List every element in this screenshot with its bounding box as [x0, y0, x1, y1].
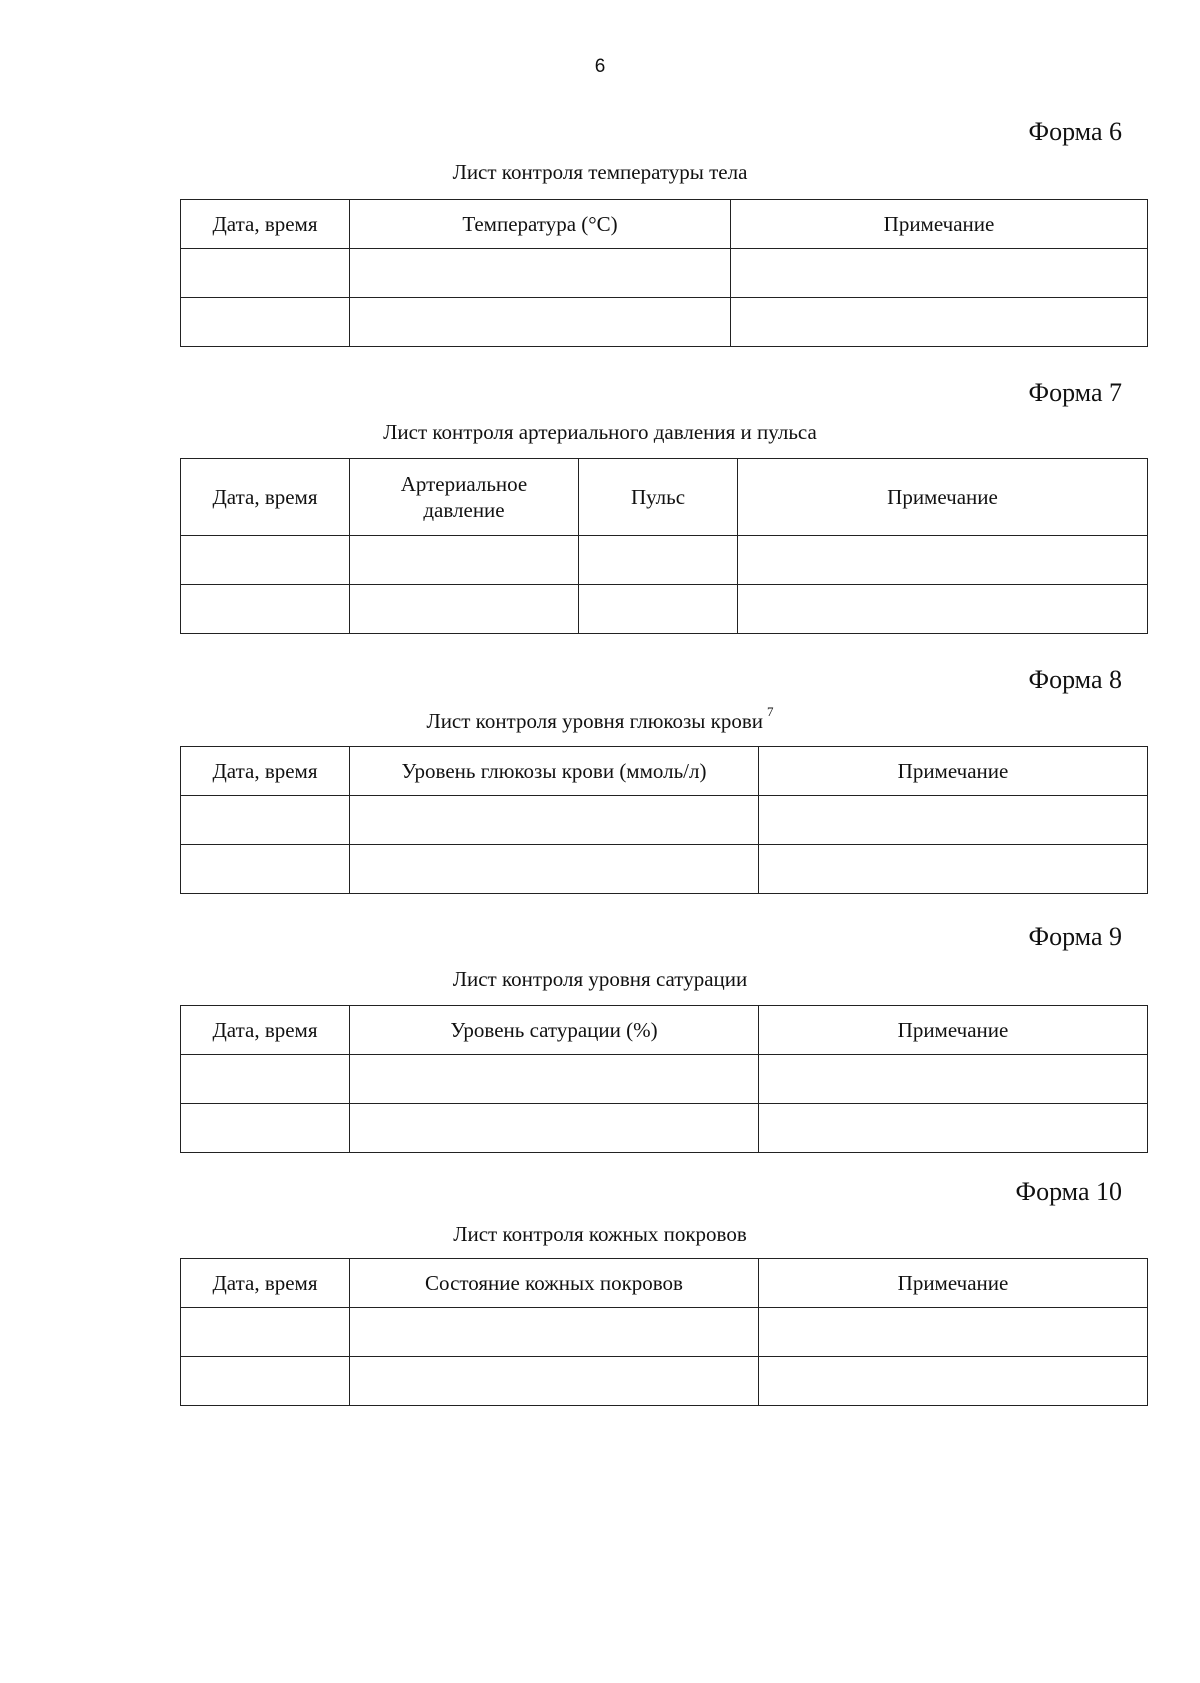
form-8-title-text: Лист контроля уровня глюкозы крови: [426, 709, 764, 733]
table-cell[interactable]: [579, 585, 738, 634]
column-header: Дата, время: [181, 459, 350, 536]
form-6-label: Форма 6: [1028, 117, 1122, 146]
column-header: Примечание: [759, 1006, 1148, 1055]
table-cell[interactable]: [350, 796, 759, 845]
form-8-title: [0, 704, 1200, 734]
table-cell[interactable]: [759, 1357, 1148, 1406]
table-row: [181, 845, 1148, 894]
table-cell[interactable]: [181, 1357, 350, 1406]
table-cell[interactable]: [350, 298, 731, 347]
table-cell[interactable]: [181, 1104, 350, 1153]
table-header-row: [181, 459, 1148, 536]
table-row: [181, 585, 1148, 634]
table-cell[interactable]: [759, 1308, 1148, 1357]
table-cell[interactable]: [181, 585, 350, 634]
table-cell[interactable]: [350, 1308, 759, 1357]
table-row: [181, 796, 1148, 845]
table-row: [181, 1308, 1148, 1357]
column-header: Артериальное давление: [350, 459, 579, 536]
column-header: Температура (°С): [350, 200, 731, 249]
table-cell[interactable]: [731, 298, 1148, 347]
table-cell[interactable]: [181, 796, 350, 845]
column-header: Примечание: [731, 200, 1148, 249]
column-header: Уровень сатурации (%): [350, 1006, 759, 1055]
column-header: Примечание: [738, 459, 1148, 536]
table-cell[interactable]: [759, 1055, 1148, 1104]
table-row: [181, 536, 1148, 585]
table-cell[interactable]: [350, 845, 759, 894]
table-cell[interactable]: [350, 1104, 759, 1153]
form-9-title: Лист контроля уровня сатурации: [452, 967, 748, 991]
column-header: Состояние кожных покровов: [350, 1259, 759, 1308]
column-header: Дата, время: [181, 1006, 350, 1055]
form-10-table: [180, 1258, 1148, 1406]
form-9-label: Форма 9: [1028, 922, 1122, 951]
table-cell[interactable]: [759, 1104, 1148, 1153]
table-row: [181, 1055, 1148, 1104]
table-cell[interactable]: [350, 585, 579, 634]
column-header: Пульс: [579, 459, 738, 536]
form-7-title: Лист контроля артериального давления и пульса: [383, 420, 817, 444]
column-header: Дата, время: [181, 747, 350, 796]
column-header: Уровень глюкозы крови (ммоль/л): [350, 747, 759, 796]
form-6-table: [180, 199, 1148, 347]
column-header: Примечание: [759, 747, 1148, 796]
form-8-label: Форма 8: [1028, 665, 1122, 694]
table-row: [181, 298, 1148, 347]
footnote-marker: 7: [767, 704, 774, 719]
table-cell[interactable]: [181, 298, 350, 347]
table-cell[interactable]: [759, 796, 1148, 845]
form-10-title: Лист контроля кожных покровов: [453, 1222, 747, 1246]
table-header-row: [181, 747, 1148, 796]
form-7-label: Форма 7: [1028, 378, 1122, 407]
table-cell[interactable]: [181, 536, 350, 585]
form-7-table: [180, 458, 1148, 634]
form-6-title: Лист контроля температуры тела: [452, 160, 748, 184]
table-cell[interactable]: [731, 249, 1148, 298]
table-cell[interactable]: [181, 1308, 350, 1357]
table-cell[interactable]: [350, 1055, 759, 1104]
table-cell[interactable]: [181, 1055, 350, 1104]
column-header: Дата, время: [181, 200, 350, 249]
table-row: [181, 1357, 1148, 1406]
table-row: [181, 249, 1148, 298]
form-10-label: Форма 10: [1015, 1177, 1122, 1206]
column-header: Дата, время: [181, 1259, 350, 1308]
table-header-row: [181, 200, 1148, 249]
table-header-row: [181, 1006, 1148, 1055]
table-cell[interactable]: [579, 536, 738, 585]
form-8-table: [180, 746, 1148, 894]
table-cell[interactable]: [181, 845, 350, 894]
table-cell[interactable]: [350, 249, 731, 298]
table-cell[interactable]: [738, 536, 1148, 585]
table-cell[interactable]: [350, 1357, 759, 1406]
column-header: Примечание: [759, 1259, 1148, 1308]
table-row: [181, 1104, 1148, 1153]
table-cell[interactable]: [181, 249, 350, 298]
page-number: 6: [594, 56, 606, 77]
table-header-row: [181, 1259, 1148, 1308]
table-cell[interactable]: [759, 845, 1148, 894]
form-9-table: [180, 1005, 1148, 1153]
table-cell[interactable]: [350, 536, 579, 585]
table-cell[interactable]: [738, 585, 1148, 634]
